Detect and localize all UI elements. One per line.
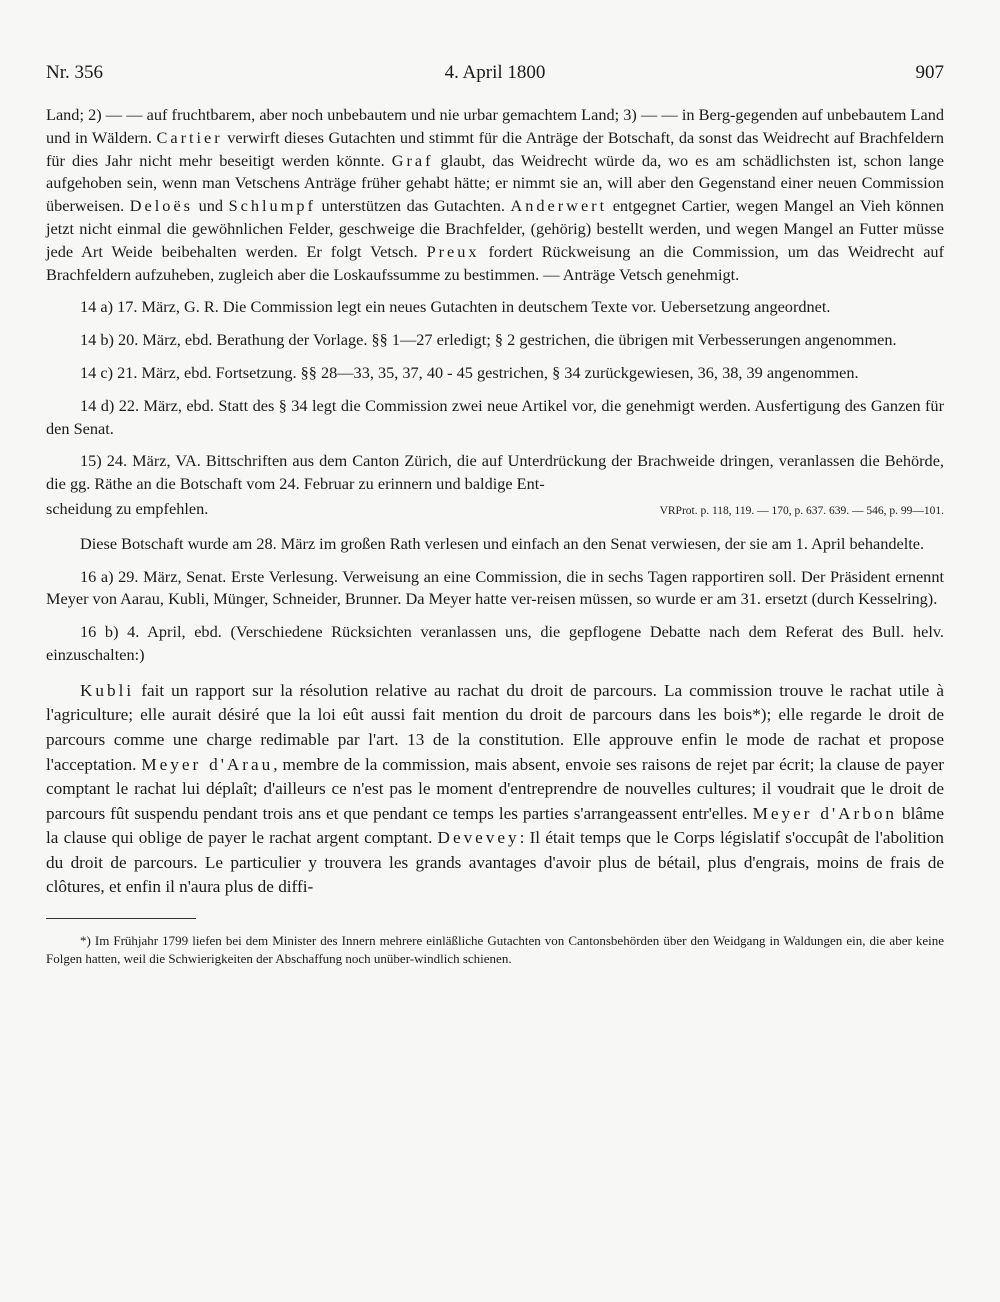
speaker-name: Schlumpf: [228, 196, 316, 216]
main-text: [46, 104, 944, 968]
protocol-reference: VRProt. p. 118, 119. — 170, p. 637. 639. — 546, p. 99—101.: [659, 504, 944, 517]
speaker-name: Preux: [426, 241, 480, 261]
speaker-name: Devevey: [437, 828, 520, 848]
paragraph-16a: 16 a) 29. März, Senat. Erste Verlesung. Verweisung an eine Commission, die in sechs Tagen rapportiren soll. Der Präsident ernennt Meyer von Aarau, Kubli, Münger, Schneider, Brunner. Da Meyer hatte ver-reisen müssen, so wurde er am 31. ersetzt (durch Kesselring).: [46, 566, 944, 609]
speaker-name: Meyer d'Arbon: [752, 803, 898, 823]
speaker-name: Graf: [391, 150, 434, 170]
paragraph-15-last-line: scheidung zu empfehlen. VRProt. p. 118, 119. — 170, p. 637. 639. — 546, p. 99—101.: [46, 498, 944, 523]
page-header: [46, 58, 944, 88]
speaker-name: Meyer d'Arau: [141, 754, 274, 774]
document-date: 4. April 1800: [444, 62, 546, 83]
paragraph-14c: 14 c) 21. März, ebd. Fortsetzung. §§ 28—33, 35, 37, 40 - 45 gestrichen, § 34 zurückgewiesen, 36, 38, 39 angenommen.: [80, 362, 859, 382]
document-number: Nr. 356: [46, 62, 103, 83]
paragraph-14d: 14 d) 22. März, ebd. Statt des § 34 legt die Commission zwei neue Artikel vor, die genehmigt werden. Ausfertigung des Ganzen für den Senat.: [46, 395, 944, 438]
paragraph-french-report: Kubli fait un rapport sur la résolution relative au rachat du droit de parcours. La commission trouve le rachat utile à l'agriculture; elle aurait désiré que la loi eût aussi fait mention du droit de parcours dans les bois*); elle regarde le droit de parcours comme une charge redimable par l'art. 13 de la constitution. Elle approuve enfin le mode de rachat et propose l'acceptation. Meyer d'Arau, membre de la commission, mais absent, envoie ses raisons de rejet par écrit; la clause de payer comptant le rachat lui déplaît; d'ailleurs ce n'est pas le moment d'entreprendre de nouvelles cultures; il voudrait que le droit de parcours fût suspendu pendant trois ans et que pendant ce temps les parties s'arrangeassent entr'elles. Meyer d'Arbon blâme la clause qui oblige de payer le rachat argent comptant. Devevey: Il était temps que le Corps législatif s'occupât de l'abolition du droit de parcours. Le particulier y trouvera les grands avantages d'avoir plus de bétail, plus d'engrais, moins de frais de clôtures, et enfin il n'aura plus de diffi-: [46, 680, 945, 897]
paragraph-14b: 14 b) 20. März, ebd. Berathung der Vorlage. §§ 1—27 erledigt; § 2 gestrichen, die übrigen mit Verbesserungen angenommen.: [80, 330, 897, 350]
speaker-name: Kubli: [80, 680, 135, 700]
paragraph-botschaft: Diese Botschaft wurde am 28. März im großen Rath verlesen und einfach an den Senat verwiesen, der sie am 1. April behandelte.: [80, 533, 925, 553]
paragraph-15: 15) 24. März, VA. Bittschriften aus dem Canton Zürich, die auf Unterdrückung der Brachweide dringen, veranlassen die Behörde, die gg. Räthe an die Botschaft vom 24. Februar zu erinnern und baldige Ent-: [46, 451, 944, 494]
paragraph-14a: 14 a) 17. März, G. R. Die Commission legt ein neues Gutachten in deutschem Texte vor. Uebersetzung angeordnet.: [80, 297, 831, 317]
footnote-divider: [46, 918, 196, 919]
speaker-name: Cartier: [156, 127, 223, 147]
footnote: *) Im Frühjahr 1799 liefen bei dem Minister des Innern mehrere einläßliche Gutachten von Cantonsbehörden über den Weidgang in Waldungen ein, die aber keine Folgen hatten, weil die Schwierigkeiten der Abschaffung noch unüber-windlich schienen.: [46, 933, 944, 967]
document-page: [46, 58, 944, 981]
paragraph-16b: 16 b) 4. April, ebd. (Verschiedene Rücksichten veranlassen uns, die gepflogene Debatte nach dem Referat des Bull. helv. einzuschalten:): [46, 622, 944, 664]
speaker-name: Deloës: [129, 196, 194, 216]
speaker-name: Anderwert: [510, 196, 608, 216]
page-number: 907: [915, 62, 944, 83]
paragraph-debate: Land; 2) — — auf fruchtbarem, aber noch unbebautem und nie urbar gemachtem Land; 3) — — in Berg-gegenden auf unbebautem Land und in Wäldern. Cartier verwirft dieses Gutachten und stimmt für die Anträge der Botschaft, da sonst das Weidrecht auf Brachfeldern für dies Jahr nicht mehr beseitigt werden könnte. Graf glaubt, das Weidrecht würde da, wo es am schädlichsten ist, schon lange aufgehoben sein, wenn man Vetschens Anträge früher gehabt hätte; er nimmt sie an, will aber den Gegenstand einer neuen Commission überweisen. Deloës und Schlumpf unterstützen das Gutachten. Anderwert entgegnet Cartier, wegen Mangel an Vieh können jetzt nicht einmal die gewöhnlichen Felder, geschweige die Brachfelder, (gehörig) bestellt werden, und wegen Mangel an Futter müsse jede Art Weide beibehalten werden. Er folgt Vetsch. Preux fordert Rückweisung an die Commission, um das Weidrecht auf Brachfeldern aufzuheben, zugleich aber die Loskaufssumme zu bestimmen. — Anträge Vetsch genehmigt.: [46, 105, 945, 284]
